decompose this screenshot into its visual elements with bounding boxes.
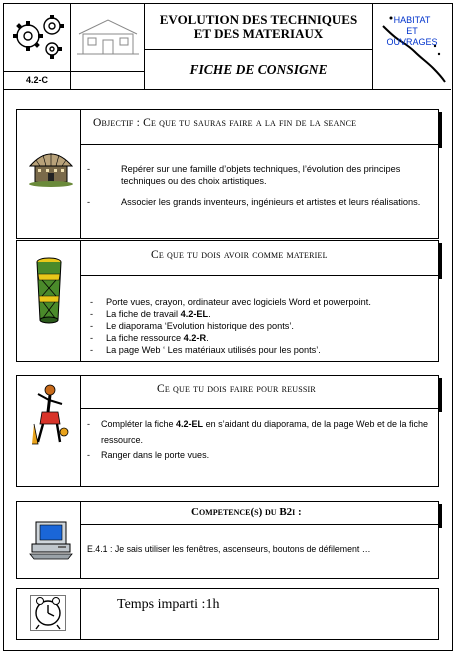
gears-cell xyxy=(4,4,71,72)
badge-cell xyxy=(373,4,451,89)
title-block xyxy=(145,4,373,50)
temps-content-box xyxy=(80,588,439,640)
list-item xyxy=(84,308,438,320)
objectif-list xyxy=(81,163,438,208)
competence-content-box xyxy=(80,525,439,579)
competence-text: E.4.1 : Je sais utiliser les fenêtres, ascenseurs, boutons de défilement … xyxy=(87,544,371,554)
list-item: - Porte vues, crayon, ordinateur avec logiciels Word et powerpoint. xyxy=(84,296,438,308)
time-allotted: Temps imparti :1h xyxy=(117,597,220,612)
header xyxy=(4,4,451,90)
faire-title: Ce que tu dois faire pour reussir xyxy=(157,383,316,395)
item-code: 4.2-EL xyxy=(180,309,209,319)
page-subtitle: FICHE DE CONSIGNE xyxy=(189,62,328,77)
item-text: Compléter la fiche xyxy=(101,419,177,429)
item-text: . xyxy=(206,333,209,343)
subtitle-block xyxy=(145,50,373,89)
code-cell xyxy=(4,72,71,89)
competence-title: Competence(s) du B2i : xyxy=(191,506,302,518)
materiel-list xyxy=(81,296,438,356)
badge-line3: OUVRAGES xyxy=(386,37,438,47)
list-item: - Associer les grands inventeurs, ingénieurs et artistes et leurs réalisations. xyxy=(81,196,432,208)
list-item xyxy=(84,332,438,344)
page-title-line2: ET DES MATERIAUX xyxy=(193,26,324,41)
badge-text xyxy=(373,15,451,48)
gears-icon xyxy=(8,12,68,62)
list-item: - La page Web ‘ Les matériaux utilisés pour les ponts’. xyxy=(84,344,438,356)
clock-icon xyxy=(31,596,65,630)
item-text: La fiche de travail xyxy=(106,309,181,319)
badge-line2: ET xyxy=(406,26,418,36)
page-title-line1: EVOLUTION DES TECHNIQUES xyxy=(159,12,358,27)
materiel-content-box xyxy=(80,276,439,362)
drum-icon xyxy=(34,256,64,326)
objectif-content-box xyxy=(80,145,439,239)
list-item: - Ranger dans le porte vues. xyxy=(81,448,430,463)
item-text: . xyxy=(208,309,211,319)
item-code: 4.2-EL xyxy=(176,419,204,429)
faire-title-box xyxy=(80,375,439,409)
list-item xyxy=(81,417,430,448)
sheet-code: 4.2-C xyxy=(25,75,48,85)
faire-content-box xyxy=(80,409,439,487)
computer-icon xyxy=(28,520,74,560)
objectif-title: Objectif : Ce que tu sauras faire a la fin de la seance xyxy=(93,117,357,129)
item-text: en s’aidant du diaporama, de la page Web et de la fiche ressource. xyxy=(101,419,429,445)
competence-title-box xyxy=(80,501,439,525)
materiel-title-box xyxy=(80,240,439,276)
hut-icon xyxy=(26,146,76,188)
objectif-title-box xyxy=(80,109,439,145)
house-cell-lower xyxy=(71,72,145,89)
faire-list xyxy=(81,417,438,463)
dancer-icon xyxy=(30,382,70,448)
house-sketch-icon xyxy=(75,16,141,56)
list-item: - Repérer sur une famille d’objets techniques, l’évolution des principes techniques ou des choix artistiques. xyxy=(81,163,432,187)
clock-icon-frame xyxy=(30,595,66,631)
item-code: 4.2-R xyxy=(183,333,207,343)
materiel-title: Ce que tu dois avoir comme materiel xyxy=(151,249,328,261)
list-item: - Le diaporama ‘Evolution historique des ponts’. xyxy=(84,320,438,332)
document-page xyxy=(3,3,453,651)
house-cell xyxy=(71,4,145,72)
badge-line1: HABITAT xyxy=(393,15,431,25)
item-text: La fiche ressource xyxy=(106,333,184,343)
